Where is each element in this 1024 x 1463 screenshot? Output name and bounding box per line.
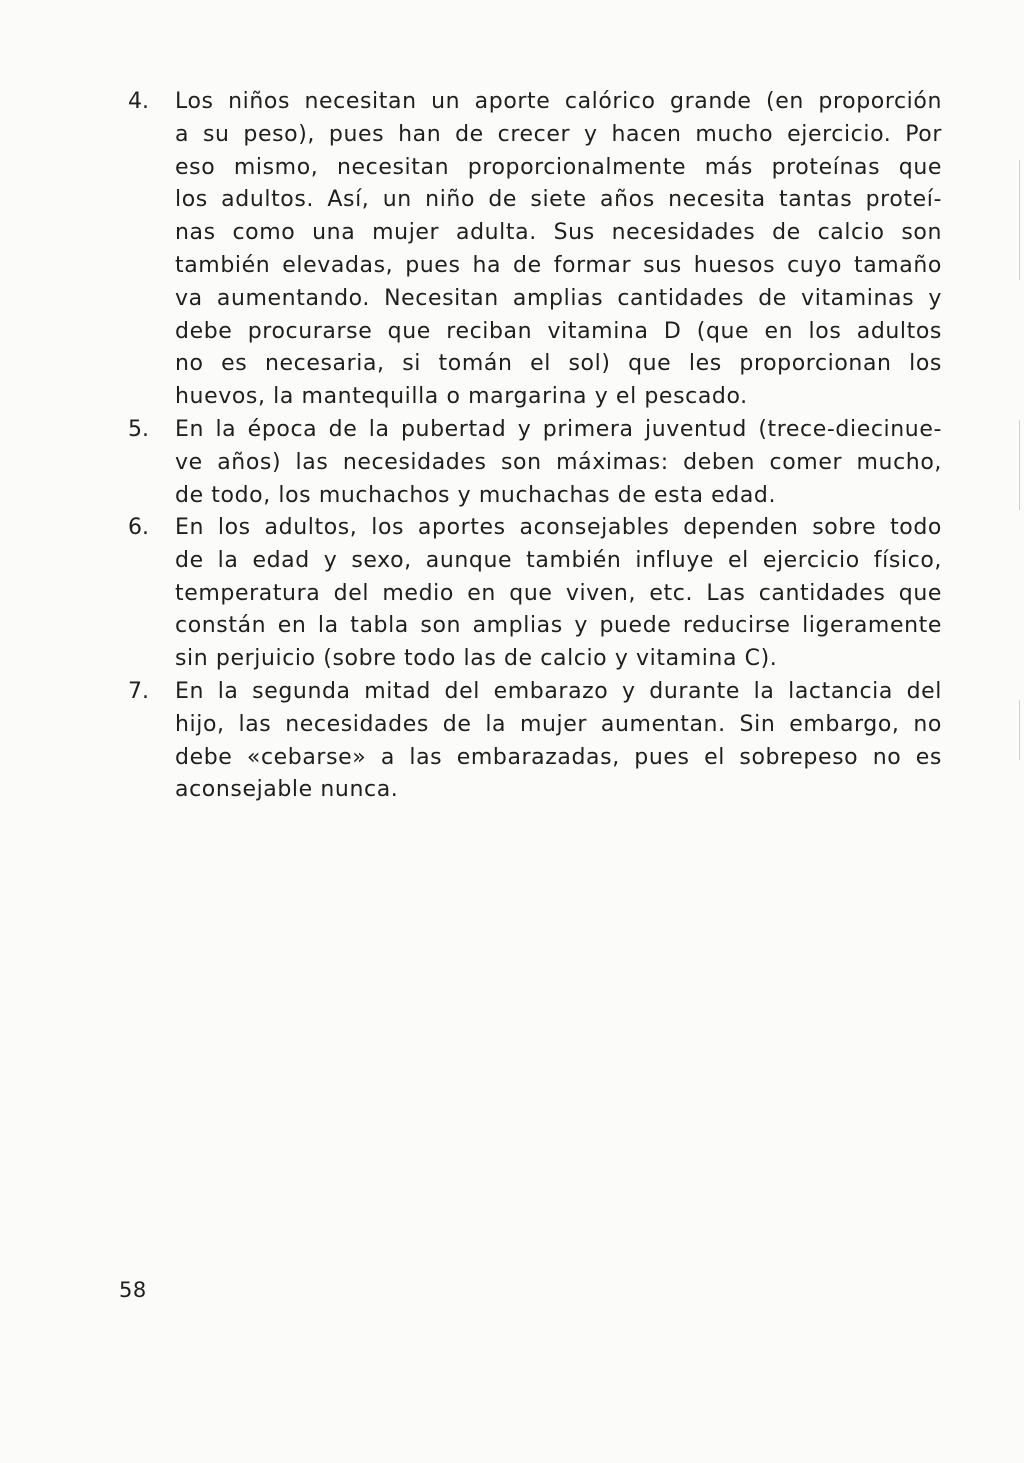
text-line: En los adultos, los aportes aconsejables dependen sobre todo (175, 515, 942, 540)
text-line: a su peso), pues han de crecer y hacen mucho ejercicio. Por (175, 121, 942, 147)
page-number: 58 (119, 1278, 147, 1302)
text-line: En la época de la pubertad y primera juventud (trece-diecinue- (175, 417, 942, 442)
item-text (175, 86, 942, 414)
text-line: constán en la tabla son amplias y puede reducirse ligeramente (175, 613, 942, 639)
text-line: también elevadas, pues ha de formar sus huesos cuyo tamaño (175, 252, 942, 278)
scan-edge-mark (1019, 160, 1020, 280)
text-line: sin perjuicio (sobre todo las de calcio y vitamina C). (175, 646, 778, 672)
item-text (175, 512, 942, 676)
text-line: Los niños necesitan un aporte calórico grande (en proporción (175, 89, 942, 114)
item-number: 4. (128, 89, 149, 114)
text-line: En la segunda mitad del embarazo y durante la lactancia del (175, 679, 942, 704)
text-line: no es necesaria, si tomán el sol) que les proporcionan los (175, 351, 942, 377)
text-line: debe «cebarse» a las embarazadas, pues el sobrepeso no es (175, 744, 942, 770)
text-line: eso mismo, necesitan proporcionalmente más proteínas que (175, 154, 942, 180)
text-line: va aumentando. Necesitan amplias cantidades de vitaminas y (175, 285, 942, 311)
item-text (175, 676, 942, 807)
item-number: 7. (128, 679, 149, 704)
item-number: 6. (128, 515, 149, 540)
text-line: hijo, las necesidades de la mujer aumentan. Sin embargo, no (175, 711, 942, 737)
text-line: ve años) las necesidades son máximas: deben comer mucho, (175, 449, 942, 475)
text-line: nas como una mujer adulta. Sus necesidades de calcio son (175, 220, 942, 246)
text-line: temperatura del medio en que viven, etc. Las cantidades que (175, 580, 942, 606)
text-line: de la edad y sexo, aunque también influye el ejercicio físico, (175, 547, 942, 573)
text-line: los adultos. Así, un niño de siete años necesita tantas proteí- (175, 187, 942, 213)
item-number: 5. (128, 417, 149, 442)
scan-edge-mark (1019, 700, 1020, 760)
text-line: huevos, la mantequilla o margarina y el pescado. (175, 384, 748, 410)
text-line: debe procurarse que reciban vitamina D (que en los adultos (175, 318, 942, 344)
text-line: aconsejable nunca. (175, 777, 399, 803)
item-text (175, 414, 942, 512)
text-line: de todo, los muchachos y muchachas de esta edad. (175, 482, 777, 508)
scan-edge-mark (1019, 420, 1020, 510)
